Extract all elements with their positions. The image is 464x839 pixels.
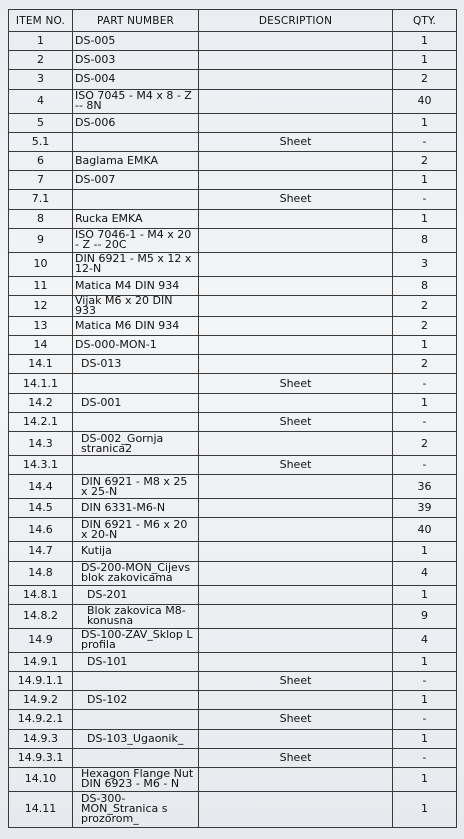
- part-number-cell: Blok zakovica M8-konusna: [73, 604, 199, 628]
- header-item-no: ITEM NO.: [9, 10, 73, 32]
- table-row: [9, 499, 457, 518]
- item-no-cell: 14.1.1: [9, 374, 73, 393]
- part-number-cell: DS-003: [73, 51, 199, 70]
- qty-cell: 9: [393, 604, 457, 628]
- table-row: [9, 585, 457, 604]
- table-row: [9, 432, 457, 456]
- table-row: [9, 276, 457, 295]
- description-cell: [199, 604, 393, 628]
- qty-cell: -: [393, 671, 457, 690]
- part-number-cell: DIN 6921 - M5 x 12 x 12-N: [73, 252, 199, 276]
- description-cell: [199, 767, 393, 791]
- qty-cell: 1: [393, 542, 457, 561]
- qty-cell: 8: [393, 228, 457, 252]
- qty-cell: 1: [393, 691, 457, 710]
- table-row: [9, 51, 457, 70]
- table-row: [9, 542, 457, 561]
- part-number-cell: [73, 710, 199, 729]
- description-cell: Sheet: [199, 710, 393, 729]
- table-row: [9, 228, 457, 252]
- item-no-cell: 12: [9, 295, 73, 316]
- part-number-cell: DS-002_Gornja stranica2: [73, 432, 199, 456]
- table-row: [9, 171, 457, 190]
- table-row: [9, 671, 457, 690]
- item-no-cell: 2: [9, 51, 73, 70]
- description-cell: [199, 70, 393, 89]
- description-cell: Sheet: [199, 132, 393, 151]
- header-description: DESCRIPTION: [199, 10, 393, 32]
- qty-cell: 2: [393, 316, 457, 335]
- item-no-cell: 14.2.1: [9, 412, 73, 431]
- part-number-cell: DS-013: [73, 355, 199, 374]
- item-no-cell: 14.3.1: [9, 456, 73, 475]
- item-no-cell: 3: [9, 70, 73, 89]
- description-cell: [199, 113, 393, 132]
- table-row: [9, 295, 457, 316]
- description-cell: [199, 791, 393, 827]
- part-number-cell: [73, 671, 199, 690]
- item-no-cell: 14.9.3: [9, 729, 73, 748]
- table-row: [9, 374, 457, 393]
- description-cell: Sheet: [199, 456, 393, 475]
- item-no-cell: 13: [9, 316, 73, 335]
- qty-cell: 40: [393, 518, 457, 542]
- item-no-cell: 14.4: [9, 475, 73, 499]
- qty-cell: 2: [393, 295, 457, 316]
- part-number-cell: DS-006: [73, 113, 199, 132]
- item-no-cell: 11: [9, 276, 73, 295]
- qty-cell: 2: [393, 151, 457, 170]
- description-cell: [199, 652, 393, 671]
- part-number-cell: Vijak M6 x 20 DIN 933: [73, 295, 199, 316]
- qty-cell: -: [393, 748, 457, 767]
- table-row: [9, 190, 457, 209]
- qty-cell: -: [393, 710, 457, 729]
- description-cell: [199, 51, 393, 70]
- qty-cell: 4: [393, 561, 457, 585]
- item-no-cell: 14.5: [9, 499, 73, 518]
- table-row: [9, 252, 457, 276]
- description-cell: [199, 295, 393, 316]
- part-number-cell: Baglama EMKA: [73, 151, 199, 170]
- item-no-cell: 7: [9, 171, 73, 190]
- part-number-cell: DS-300-MON_Stranica s prozorom_: [73, 791, 199, 827]
- item-no-cell: 14.8.1: [9, 585, 73, 604]
- description-cell: Sheet: [199, 374, 393, 393]
- bom-body: [9, 32, 457, 828]
- description-cell: [199, 561, 393, 585]
- part-number-cell: DS-201: [73, 585, 199, 604]
- table-row: [9, 561, 457, 585]
- description-cell: [199, 228, 393, 252]
- part-number-cell: DS-102: [73, 691, 199, 710]
- header-qty: QTY.: [393, 10, 457, 32]
- item-no-cell: 1: [9, 32, 73, 51]
- description-cell: [199, 432, 393, 456]
- description-cell: [199, 252, 393, 276]
- qty-cell: 1: [393, 113, 457, 132]
- qty-cell: -: [393, 374, 457, 393]
- item-no-cell: 14.9.1: [9, 652, 73, 671]
- item-no-cell: 14.7: [9, 542, 73, 561]
- description-cell: [199, 475, 393, 499]
- qty-cell: 1: [393, 51, 457, 70]
- table-row: [9, 604, 457, 628]
- part-number-cell: DS-007: [73, 171, 199, 190]
- description-cell: [199, 393, 393, 412]
- table-row: [9, 355, 457, 374]
- table-row: [9, 456, 457, 475]
- qty-cell: 4: [393, 628, 457, 652]
- part-number-cell: DS-103_Ugaonik_: [73, 729, 199, 748]
- description-cell: [199, 628, 393, 652]
- qty-cell: -: [393, 190, 457, 209]
- item-no-cell: 14.1: [9, 355, 73, 374]
- table-row: [9, 628, 457, 652]
- item-no-cell: 14.9: [9, 628, 73, 652]
- table-row: [9, 729, 457, 748]
- description-cell: [199, 209, 393, 228]
- description-cell: Sheet: [199, 412, 393, 431]
- part-number-cell: DS-101: [73, 652, 199, 671]
- qty-cell: -: [393, 412, 457, 431]
- qty-cell: 1: [393, 585, 457, 604]
- table-row: [9, 652, 457, 671]
- table-row: [9, 70, 457, 89]
- part-number-cell: DIN 6921 - M8 x 25 x 25-N: [73, 475, 199, 499]
- qty-cell: -: [393, 132, 457, 151]
- table-row: [9, 691, 457, 710]
- item-no-cell: 14.9.3.1: [9, 748, 73, 767]
- item-no-cell: 9: [9, 228, 73, 252]
- part-number-cell: DIN 6921 - M6 x 20 x 20-N: [73, 518, 199, 542]
- item-no-cell: 14.10: [9, 767, 73, 791]
- item-no-cell: 14.3: [9, 432, 73, 456]
- qty-cell: 2: [393, 355, 457, 374]
- qty-cell: 1: [393, 336, 457, 355]
- qty-cell: -: [393, 456, 457, 475]
- description-cell: [199, 276, 393, 295]
- description-cell: [199, 32, 393, 51]
- qty-cell: 3: [393, 252, 457, 276]
- table-row: [9, 32, 457, 51]
- qty-cell: 40: [393, 89, 457, 113]
- qty-cell: 1: [393, 393, 457, 412]
- item-no-cell: 14: [9, 336, 73, 355]
- header-row: [9, 10, 457, 32]
- table-row: [9, 748, 457, 767]
- qty-cell: 1: [393, 171, 457, 190]
- qty-cell: 1: [393, 32, 457, 51]
- table-row: [9, 475, 457, 499]
- part-number-cell: DS-004: [73, 70, 199, 89]
- table-row: [9, 767, 457, 791]
- description-cell: [199, 89, 393, 113]
- part-number-cell: [73, 456, 199, 475]
- item-no-cell: 5.1: [9, 132, 73, 151]
- table-row: [9, 132, 457, 151]
- item-no-cell: 14.9.2: [9, 691, 73, 710]
- qty-cell: 2: [393, 432, 457, 456]
- part-number-cell: ISO 7046-1 - M4 x 20 - Z -- 20C: [73, 228, 199, 252]
- part-number-cell: ISO 7045 - M4 x 8 - Z -- 8N: [73, 89, 199, 113]
- table-row: [9, 113, 457, 132]
- qty-cell: 1: [393, 791, 457, 827]
- bom-table: [8, 9, 457, 828]
- item-no-cell: 14.9.2.1: [9, 710, 73, 729]
- part-number-cell: DS-001: [73, 393, 199, 412]
- description-cell: [199, 171, 393, 190]
- description-cell: [199, 355, 393, 374]
- part-number-cell: Matica M6 DIN 934: [73, 316, 199, 335]
- qty-cell: 8: [393, 276, 457, 295]
- item-no-cell: 14.9.1.1: [9, 671, 73, 690]
- table-row: [9, 710, 457, 729]
- part-number-cell: [73, 190, 199, 209]
- part-number-cell: Hexagon Flange Nut DIN 6923 - M6 - N: [73, 767, 199, 791]
- table-row: [9, 209, 457, 228]
- table-row: [9, 316, 457, 335]
- part-number-cell: DS-005: [73, 32, 199, 51]
- item-no-cell: 14.2: [9, 393, 73, 412]
- item-no-cell: 14.11: [9, 791, 73, 827]
- description-cell: Sheet: [199, 671, 393, 690]
- item-no-cell: 6: [9, 151, 73, 170]
- description-cell: Sheet: [199, 748, 393, 767]
- qty-cell: 1: [393, 209, 457, 228]
- qty-cell: 1: [393, 652, 457, 671]
- table-row: [9, 518, 457, 542]
- part-number-cell: Matica M4 DIN 934: [73, 276, 199, 295]
- description-cell: [199, 729, 393, 748]
- part-number-cell: Rucka EMKA: [73, 209, 199, 228]
- description-cell: [199, 691, 393, 710]
- part-number-cell: [73, 132, 199, 151]
- part-number-cell: Kutija: [73, 542, 199, 561]
- description-cell: [199, 542, 393, 561]
- item-no-cell: 8: [9, 209, 73, 228]
- item-no-cell: 14.6: [9, 518, 73, 542]
- qty-cell: 39: [393, 499, 457, 518]
- table-row: [9, 791, 457, 827]
- part-number-cell: DS-100-ZAV_Sklop L profila: [73, 628, 199, 652]
- table-row: [9, 89, 457, 113]
- part-number-cell: [73, 748, 199, 767]
- item-no-cell: 14.8: [9, 561, 73, 585]
- qty-cell: 36: [393, 475, 457, 499]
- description-cell: [199, 499, 393, 518]
- header-part-number: PART NUMBER: [73, 10, 199, 32]
- table-row: [9, 412, 457, 431]
- description-cell: Sheet: [199, 190, 393, 209]
- description-cell: [199, 518, 393, 542]
- description-cell: [199, 336, 393, 355]
- description-cell: [199, 316, 393, 335]
- item-no-cell: 5: [9, 113, 73, 132]
- part-number-cell: DS-000-MON-1: [73, 336, 199, 355]
- part-number-cell: DS-200-MON_Cijevs blok zakovicama: [73, 561, 199, 585]
- qty-cell: 2: [393, 70, 457, 89]
- item-no-cell: 4: [9, 89, 73, 113]
- part-number-cell: DIN 6331-M6-N: [73, 499, 199, 518]
- item-no-cell: 10: [9, 252, 73, 276]
- qty-cell: 1: [393, 767, 457, 791]
- table-row: [9, 336, 457, 355]
- part-number-cell: [73, 374, 199, 393]
- item-no-cell: 7.1: [9, 190, 73, 209]
- description-cell: [199, 151, 393, 170]
- qty-cell: 1: [393, 729, 457, 748]
- table-row: [9, 393, 457, 412]
- table-row: [9, 151, 457, 170]
- description-cell: [199, 585, 393, 604]
- item-no-cell: 14.8.2: [9, 604, 73, 628]
- part-number-cell: [73, 412, 199, 431]
